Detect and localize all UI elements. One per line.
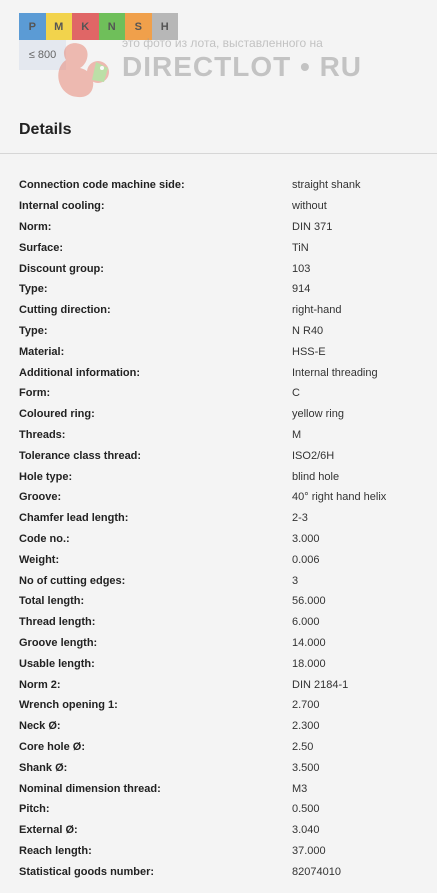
spec-row xyxy=(0,529,437,550)
spec-row xyxy=(0,653,437,674)
spec-label: Norm: xyxy=(19,220,52,233)
spec-value: ISO2/6H xyxy=(292,449,335,462)
spec-row xyxy=(0,508,437,529)
spec-value: 14.000 xyxy=(292,636,326,649)
spec-value: 0.500 xyxy=(292,803,320,816)
spec-value: DIN 2184-1 xyxy=(292,678,349,691)
spec-value: 3 xyxy=(292,574,299,587)
spec-value: C xyxy=(292,387,300,400)
material-group-h: H xyxy=(152,13,179,40)
page-title: Details xyxy=(19,121,72,138)
spec-row xyxy=(0,841,437,862)
spec-row xyxy=(0,778,437,799)
spec-row xyxy=(0,695,437,716)
spec-row xyxy=(0,362,437,383)
spec-value: 40° right hand helix xyxy=(292,491,387,504)
spec-value: 2.300 xyxy=(292,720,320,733)
spec-value: right-hand xyxy=(292,304,342,317)
material-group-header xyxy=(0,0,437,105)
spec-value: without xyxy=(292,200,327,213)
spec-value: M xyxy=(292,428,302,441)
spec-label: Neck Ø: xyxy=(19,720,61,733)
spec-label: Hole type: xyxy=(19,470,73,483)
spec-row xyxy=(0,570,437,591)
material-group-m: M xyxy=(46,13,73,40)
spec-label: Chamfer lead length: xyxy=(19,512,129,525)
spec-label: Shank Ø: xyxy=(19,761,68,774)
spec-value: DIN 371 xyxy=(292,220,333,233)
spec-row xyxy=(0,861,437,882)
spec-label: Connection code machine side: xyxy=(19,179,185,192)
spec-value: M3 xyxy=(292,782,308,795)
spec-label: Weight: xyxy=(19,553,60,566)
spec-row xyxy=(0,321,437,342)
spec-row xyxy=(0,757,437,778)
spec-value: 3.000 xyxy=(292,532,320,545)
spec-row xyxy=(0,383,437,404)
spec-label: Thread length: xyxy=(19,616,96,629)
watermark-caption: это фото из лота, выставленного на xyxy=(122,36,323,50)
material-group-p: P xyxy=(19,13,46,40)
spec-row xyxy=(0,217,437,238)
spec-row xyxy=(0,674,437,695)
spec-label: Additional information: xyxy=(19,366,140,379)
spec-value: N R40 xyxy=(292,324,324,337)
material-group-k: K xyxy=(72,13,99,40)
spec-row xyxy=(0,175,437,196)
spec-label: Internal cooling: xyxy=(19,200,105,213)
spec-value: yellow ring xyxy=(292,408,344,421)
spec-label: Wrench opening 1: xyxy=(19,699,118,712)
spec-label: Pitch: xyxy=(19,803,50,816)
spec-value: 3.500 xyxy=(292,761,320,774)
spec-label: Reach length: xyxy=(19,844,92,857)
spec-label: External Ø: xyxy=(19,824,78,837)
spec-list xyxy=(0,175,437,882)
spec-label: Material: xyxy=(19,345,65,358)
spec-value: HSS-E xyxy=(292,345,326,358)
spec-label: Usable length: xyxy=(19,657,95,670)
spec-row xyxy=(0,196,437,217)
spec-value: 914 xyxy=(292,283,311,296)
spec-value: TiN xyxy=(292,241,309,254)
squirrel-logo-icon xyxy=(52,38,118,100)
spec-label: Form: xyxy=(19,387,51,400)
spec-label: No of cutting edges: xyxy=(19,574,126,587)
spec-value: 82074010 xyxy=(292,865,341,878)
spec-label: Core hole Ø: xyxy=(19,740,86,753)
spec-row xyxy=(0,237,437,258)
spec-value: straight shank xyxy=(292,179,361,192)
watermark xyxy=(52,30,372,100)
spec-label: Total length: xyxy=(19,595,85,608)
spec-label: Coloured ring: xyxy=(19,408,95,421)
spec-row xyxy=(0,404,437,425)
spec-row xyxy=(0,820,437,841)
spec-row xyxy=(0,258,437,279)
spec-row xyxy=(0,633,437,654)
spec-label: Code no.: xyxy=(19,532,70,545)
spec-label: Groove length: xyxy=(19,636,98,649)
material-group-s: S xyxy=(125,13,152,40)
spec-label: Groove: xyxy=(19,491,62,504)
spec-label: Cutting direction: xyxy=(19,304,111,317)
spec-row xyxy=(0,716,437,737)
spec-row xyxy=(0,341,437,362)
material-group-n: N xyxy=(99,13,126,40)
spec-value: blind hole xyxy=(292,470,340,483)
spec-value: 3.040 xyxy=(292,824,320,837)
spec-value: 6.000 xyxy=(292,616,320,629)
spec-label: Statistical goods number: xyxy=(19,865,155,878)
spec-value: Internal threading xyxy=(292,366,378,379)
spec-row xyxy=(0,466,437,487)
spec-label: Discount group: xyxy=(19,262,104,275)
spec-row xyxy=(0,300,437,321)
spec-value: 0.006 xyxy=(292,553,320,566)
spec-value: 18.000 xyxy=(292,657,326,670)
spec-value: 56.000 xyxy=(292,595,326,608)
spec-label: Type: xyxy=(19,283,48,296)
material-strength-value: ≤ 800 xyxy=(19,40,66,70)
spec-value: 37.000 xyxy=(292,844,326,857)
spec-row xyxy=(0,425,437,446)
spec-label: Threads: xyxy=(19,428,66,441)
spec-row xyxy=(0,612,437,633)
spec-value: 2-3 xyxy=(292,512,308,525)
spec-row xyxy=(0,549,437,570)
spec-row xyxy=(0,737,437,758)
spec-label: Norm 2: xyxy=(19,678,61,691)
spec-value: 2.700 xyxy=(292,699,320,712)
spec-label: Type: xyxy=(19,324,48,337)
spec-value: 2.50 xyxy=(292,740,314,753)
spec-row xyxy=(0,799,437,820)
spec-label: Nominal dimension thread: xyxy=(19,782,161,795)
spec-row xyxy=(0,445,437,466)
spec-row xyxy=(0,591,437,612)
spec-value: 103 xyxy=(292,262,311,275)
spec-row xyxy=(0,279,437,300)
watermark-brand: DIRECTLOT • RU xyxy=(122,51,363,82)
divider xyxy=(0,153,437,154)
spec-label: Surface: xyxy=(19,241,64,254)
spec-row xyxy=(0,487,437,508)
spec-label: Tolerance class thread: xyxy=(19,449,142,462)
